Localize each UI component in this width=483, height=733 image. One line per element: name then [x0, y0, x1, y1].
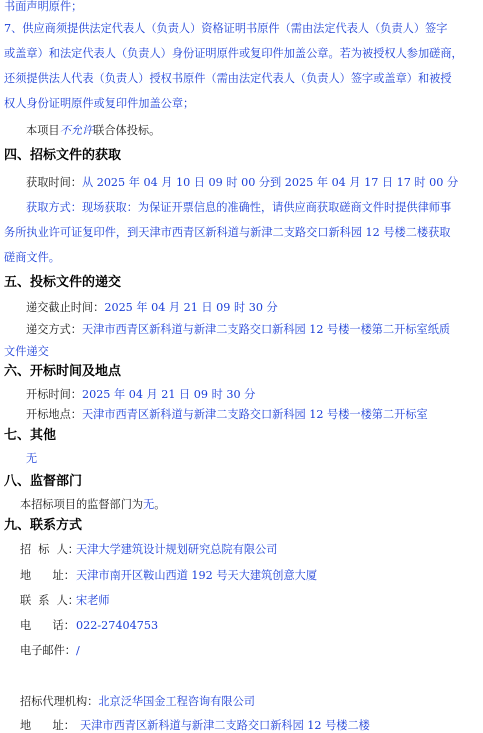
consortium-prefix: 本项目: [26, 124, 60, 137]
consortium-suffix: 联合体投标。: [93, 124, 161, 137]
s7-value: 无: [26, 452, 38, 465]
contact-value: 天津市南开区鞍山西道 192 号天大建筑创意大厦: [76, 569, 318, 582]
contact-value: 北京泛华国金工程咨询有限公司: [98, 695, 255, 708]
contact-row: [20, 594, 110, 608]
s4-method-line-3: 磋商文件。: [4, 251, 60, 264]
s4-time-line: [26, 176, 458, 190]
s4-method-line-1: 获取方式：现场获取：为保证开票信息的准确性，请供应商获取磋商文件时提供律师事: [26, 201, 452, 214]
contact-label: 电 话：: [20, 619, 75, 632]
contact-label: 招 标 人：: [20, 543, 79, 556]
s8-suffix: 。: [154, 498, 166, 511]
section-9-heading: 九、联系方式: [4, 518, 83, 533]
s4-time-value: 从 2025 年 04 月 10 日 09 时 00 分到 2025 年 04 月 17 日 17 时 00 分: [81, 176, 459, 189]
contact-value: 022-27404753: [76, 619, 159, 632]
s4-time-label: 获取时间：: [26, 176, 82, 189]
consortium-value: 不允许: [59, 124, 94, 137]
contact-value: 天津市西青区新科道与新津二支路交口新科园 12 号楼二楼: [80, 719, 370, 732]
contact-label: 招标代理机构：: [20, 695, 99, 708]
contact-value: 宋老师: [76, 594, 110, 607]
contact-label: 地 址：: [20, 719, 75, 732]
contact-row: [20, 569, 317, 583]
contact-label: 联 系 人：: [20, 594, 79, 607]
contact-label: 地 址：: [20, 569, 75, 582]
contact-value: /: [76, 644, 80, 657]
s6-place-value: 天津市西青区新科道与新津二支路交口新科园 12 号楼一楼第二开标室: [81, 408, 428, 421]
section-8-heading: 八、监督部门: [4, 474, 83, 489]
s8-prefix: 本招标项目的监督部门为: [20, 498, 144, 511]
s5-method-line-2: 文件递交: [4, 345, 49, 358]
contact-row: [20, 644, 80, 658]
s5-method-value: 天津市西青区新科道与新津二支路交口新科园 12 号楼一楼第二开标室纸质: [81, 323, 451, 336]
contact-row: [20, 695, 255, 709]
s5-method-line: [26, 323, 450, 337]
s5-deadline-label: 递交截止时间：: [26, 301, 105, 314]
consortium-line: [26, 124, 160, 138]
s8-value: 无: [143, 498, 155, 511]
s6-place-label: 开标地点：: [26, 408, 82, 421]
contact-value: 天津大学建筑设计规划研究总院有限公司: [76, 543, 278, 556]
contact-row: [20, 619, 158, 633]
contact-row: [20, 543, 277, 557]
s6-time-line: [26, 388, 255, 402]
section-6-heading: 六、开标时间及地点: [4, 364, 122, 379]
item7-line-2: 或盖章）和法定代表人（负责人）身份证明原件或复印件加盖公章。若为被授权人参加磋商，: [4, 47, 463, 60]
s6-time-label: 开标时间：: [26, 388, 82, 401]
item7-line-3: 还须提供法人代表（负责人）授权书原件（需由法定代表人（负责人）签字或盖章）和被授: [4, 72, 452, 85]
section-5-heading: 五、投标文件的递交: [4, 275, 122, 290]
item7-line-4: 权人身份证明原件或复印件加盖公章；: [4, 97, 195, 110]
item7-line-1: 7、供应商须提供法定代表人（负责人）资格证明书原件（需由法定代表人（负责人）签字: [4, 22, 448, 35]
s5-method-label: 递交方式：: [26, 323, 82, 336]
s6-place-line: [26, 408, 428, 422]
s8-line: [20, 498, 165, 512]
s5-deadline-value: 2025 年 04 月 21 日 09 时 30 分: [104, 301, 278, 314]
contact-label: 电子邮件：: [20, 644, 76, 657]
s4-method-line-2: 务所执业许可证复印件，到天津市西青区新科道与新津二支路交口新科园 12 号楼二楼获取: [4, 226, 451, 239]
section-7-heading: 七、其他: [4, 428, 57, 443]
section-4-heading: 四、招标文件的获取: [4, 148, 122, 163]
s5-deadline-line: [26, 301, 278, 315]
text-line: 书面声明原件；: [4, 0, 83, 13]
contact-row: [20, 719, 370, 733]
s6-time-value: 2025 年 04 月 21 日 09 时 30 分: [81, 388, 256, 401]
